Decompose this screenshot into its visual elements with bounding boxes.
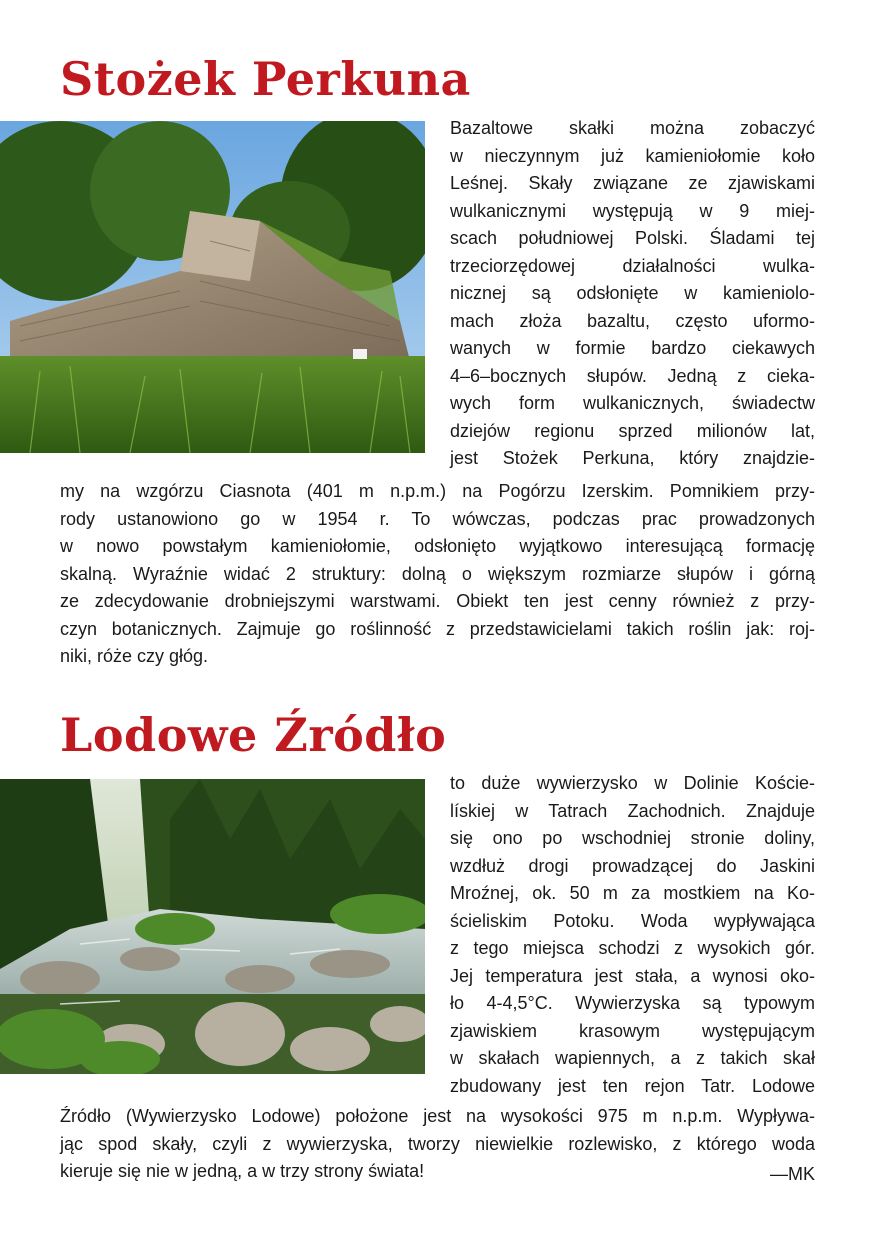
text-line: ze zdecydowanie drobniejszymi warstwami. Obiekt ten jest cenny również z przy- — [60, 591, 815, 611]
text-line: ścieliskim Potoku. Woda wypływająca — [450, 910, 815, 931]
text-line: dziejów regionu sprzed milionów lat, — [450, 420, 815, 441]
text-line: Leśnej. Skały związane ze zjawiskami — [450, 173, 815, 193]
text-line: jąc spod skały, czyli z wywierzyska, tworzy niewielkie rozlewisko, z którego woda — [60, 1133, 815, 1154]
mountain-stream-image — [0, 779, 425, 1074]
text-line: Jej temperatura jest stała, a wynosi oko- — [450, 965, 815, 986]
text-line: my na wzgórzu Ciasnota (401 m n.p.m.) na Pogórzu Izerskim. Pomnikiem przy- — [60, 481, 815, 501]
basalt-rocks-image — [0, 121, 425, 453]
text-line: Mroźnej, ok. 50 m za mostkiem na Ko- — [450, 883, 815, 903]
text-line: niki, róże czy głóg. — [60, 646, 209, 666]
text-line: w skałach wapiennych, a z takich skał — [450, 1048, 815, 1068]
text-line: się ono po wschodniej stronie doliny, — [450, 828, 815, 848]
photo-mountain-stream — [0, 779, 425, 1074]
text-line: scach południowej Polski. Śladami tej — [450, 228, 815, 248]
text-line: wzdłuż drogi prowadzącej do Jaskini — [450, 855, 815, 876]
text-line: wulkanicznymi występują w 9 miej- — [450, 200, 815, 221]
text-line: zbudowany jest ten rejon Tatr. Lodowe — [450, 1075, 815, 1096]
text-line: w nowo powstałym kamieniołomie, odsłonięto wyjątkowo interesującą formację — [60, 536, 815, 556]
text-line: jest Stożek Perkuna, który znajdzie- — [450, 448, 815, 468]
text-line: z tego miejsca schodzi z wysokich gór. — [450, 938, 815, 958]
text-line: Źródło (Wywierzysko Lodowe) położone jest na wysokości 975 m n.p.m. Wypływa- — [60, 1106, 815, 1126]
text-line: kieruje się nie w jedną, a w trzy strony świata! — [60, 1161, 425, 1181]
text-line: skalną. Wyraźnie widać 2 struktury: dolną o większym rozmiarze słupów i górną — [60, 563, 815, 584]
photo-basalt-rocks — [0, 121, 425, 453]
text-line: w nieczynnym już kamieniołomie koło — [450, 145, 815, 166]
section-title-lodowe-zrodlo: Lodowe Źródło — [60, 708, 447, 762]
text-line: wych form wulkanicznych, świadectw — [450, 393, 815, 413]
text-line: ło 4-4,5°C. Wywierzyska są typowym — [450, 993, 815, 1013]
text-line: nicznej są odsłonięte w kamieniolo- — [450, 283, 815, 303]
text-line: 4–6–bocznych słupów. Jedną z cieka- — [450, 365, 815, 386]
text-line: lískiej w Tatrach Zachodnich. Znajduje — [450, 800, 815, 821]
text-line: czyn botanicznych. Zajmuje go roślinność z przedstawicielami takich roślin jak: roj- — [60, 618, 815, 639]
text-line: rody ustanowiono go w 1954 r. To wówczas, podczas prac prowadzonych — [60, 508, 815, 529]
author-signature: —MK — [770, 1164, 815, 1184]
text-line: to duże wywierzysko w Dolinie Koście- — [450, 773, 815, 793]
text-line: Bazaltowe skałki można zobaczyć — [450, 118, 815, 138]
text-line: zjawiskiem krasowym występującym — [450, 1020, 815, 1041]
section-title-stozek-perkuna: Stożek Perkuna — [60, 52, 471, 106]
text-line: wanych w formie bardzo ciekawych — [450, 338, 815, 358]
text-line: mach złoża bazaltu, często uformo- — [450, 310, 815, 331]
text-line: trzeciorzędowej działalności wulka- — [450, 255, 815, 276]
